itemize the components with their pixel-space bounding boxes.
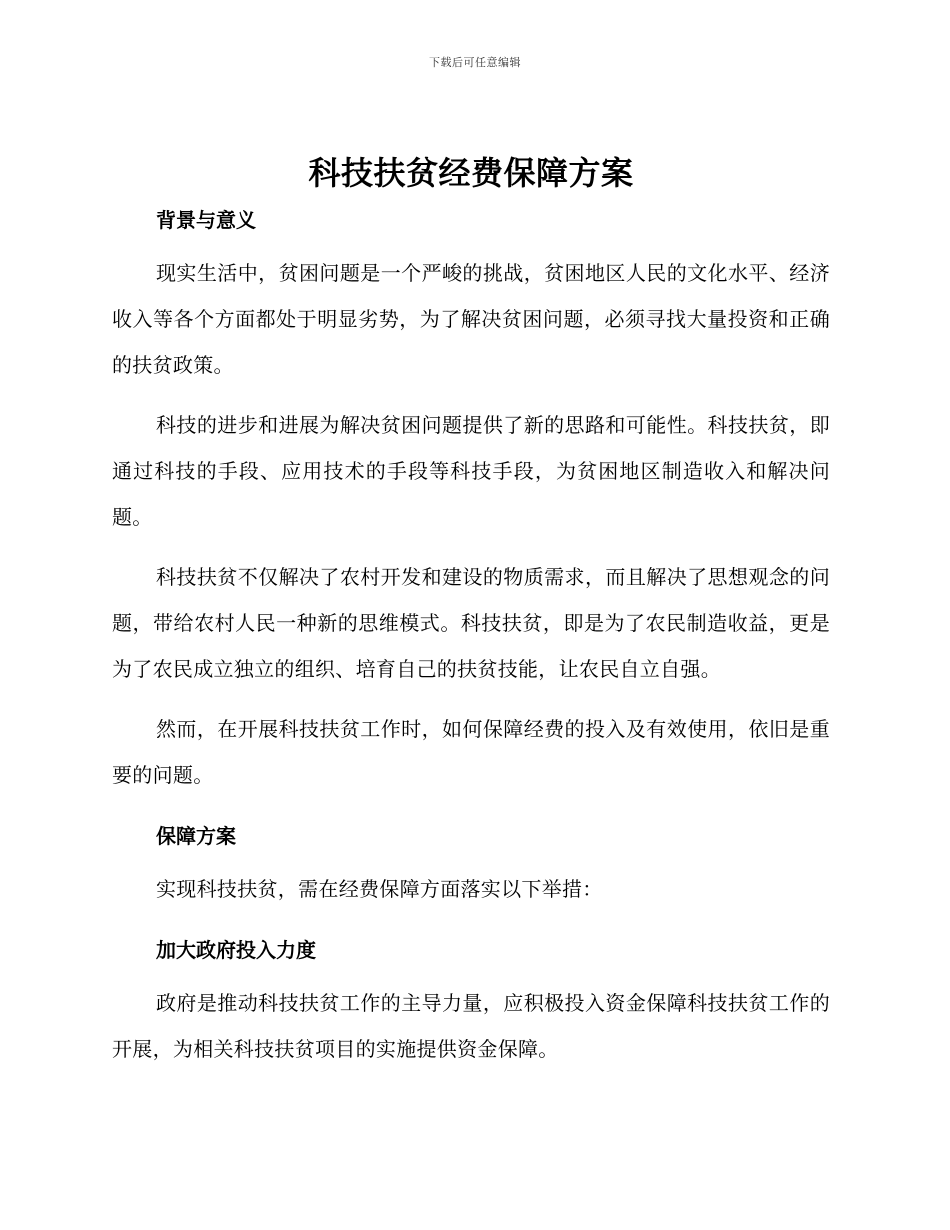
- section-heading-government: 加大政府投入力度: [156, 938, 316, 962]
- paragraph: 科技扶贫不仅解决了农村开发和建设的物质需求，而且解决了思想观念的问题，带给农村人民一种新的思维模式。科技扶贫，即是为了农民制造收益，更是为了农民成立独立的组织、培育自己的扶贫技能，让农民自立自强。: [112, 565, 830, 681]
- paragraph: 然而，在开展科技扶贫工作时，如何保障经费的投入及有效使用，依旧是重要的问题。: [112, 717, 830, 787]
- paragraph: 政府是推动科技扶贫工作的主导力量，应积极投入资金保障科技扶贫工作的开展，为相关科技扶贫项目的实施提供资金保障。: [112, 991, 830, 1061]
- document-body: [112, 150, 830, 1072]
- paragraph: 实现科技扶贫，需在经费保障方面落实以下举措：: [156, 877, 603, 901]
- paragraph: 现实生活中，贫困问题是一个严峻的挑战，贫困地区人民的文化水平、经济收入等各个方面都处于明显劣势，为了解决贫困问题，必须寻找大量投资和正确的扶贫政策。: [112, 261, 830, 377]
- paragraph: 科技的进步和进展为解决贫困问题提供了新的思路和可能性。科技扶贫，即通过科技的手段、应用技术的手段等科技手段，为贫困地区制造收入和解决问题。: [112, 413, 830, 529]
- section-heading-background: 背景与意义: [156, 208, 256, 232]
- header-note: 下载后可任意编辑: [429, 56, 521, 69]
- document-title: 科技扶贫经费保障方案: [308, 154, 634, 192]
- section-heading-plan: 保障方案: [156, 824, 236, 848]
